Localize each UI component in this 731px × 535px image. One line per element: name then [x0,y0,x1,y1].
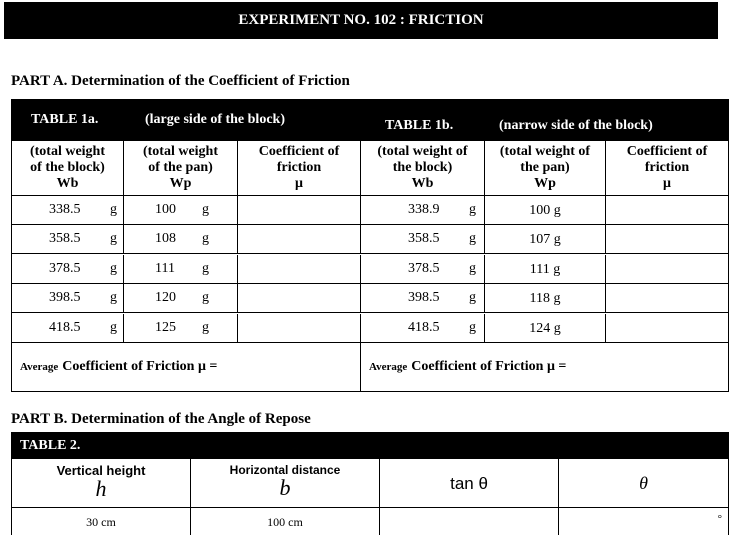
table-1b-wp-cell: 124 g [485,314,606,343]
header-tan-theta: tan θ [380,459,559,508]
wb-value: 358.5 [408,231,440,246]
table-1a-wp-cell [124,225,238,254]
wp-unit: g [202,320,209,335]
experiment-title: EXPERIMENT NO. 102 : FRICTION [4,2,718,39]
table-1b-wb-cell [361,255,485,284]
header-text: of the pan) [148,160,213,175]
table-1b-mu-cell [606,225,728,254]
wb-value: 418.5 [408,320,440,335]
header-text: Coefficient of [258,144,340,159]
table-1 [11,99,729,392]
cell-theta-1 [559,508,728,535]
average-label: Average [20,361,59,373]
table-1a-mu-cell [238,196,361,225]
average-1b [361,343,728,391]
header-symbol: Wb [56,176,79,191]
table-1b-wp-cell: 100 g [485,196,606,225]
header-symbol: Wp [534,176,556,191]
table-1a-desc: (large side of the block) [145,112,285,127]
header-mu-1b [606,141,728,196]
table-1a-mu-cell [238,284,361,313]
table-1a-wb-cell [12,196,124,225]
table-1b-wb-cell [361,314,485,343]
table-1b-mu-cell [606,255,728,284]
table-1b-wb-cell [361,196,485,225]
header-wb-1a [12,141,124,196]
wb-unit: g [110,231,117,246]
header-text: Vertical height [56,463,146,478]
wp-unit: g [202,290,209,305]
header-mu-1a [238,141,361,196]
wb-unit: g [110,261,117,276]
cell-h-1: 30 cm [12,508,191,535]
header-symbol: μ [295,176,303,191]
table-1b-wp-cell: 111 g [485,255,606,284]
header-text: Coefficient of [626,144,708,159]
table-1b-mu-cell [606,284,728,313]
wb-value: 398.5 [408,290,440,305]
wb-unit: g [469,202,476,217]
wb-unit: g [469,320,476,335]
table-1b-mu-cell [606,196,728,225]
average-label: Average [369,361,408,373]
header-text: (total weight [142,144,219,159]
table-1a-wb-cell [12,255,124,284]
wp-value: 125 [155,320,176,335]
table-1a-wp-cell [124,314,238,343]
header-text: friction [644,160,690,175]
header-wp-1a [124,141,238,196]
header-text: (total weight of [499,144,591,159]
wb-unit: g [469,231,476,246]
wp-unit: g [202,261,209,276]
wp-value: 108 [155,231,176,246]
wp-value: 120 [155,290,176,305]
table-1b-wb-cell [361,284,485,313]
header-wp-1b [485,141,606,196]
header-horizontal-distance [191,459,380,508]
table-1a-wp-cell [124,284,238,313]
table-1a-wb-cell [12,284,124,313]
table-1a-wp-cell [124,196,238,225]
header-vertical-height [12,459,191,508]
wb-value: 358.5 [49,231,81,246]
average-1a [12,343,361,391]
table-1a-wb-cell [12,225,124,254]
table-1b-mu-cell [606,314,728,343]
table-1b-label: TABLE 1b. [385,118,454,133]
header-text: the pan) [520,160,570,175]
header-text: (total weight [29,144,106,159]
table-1a-mu-cell [238,314,361,343]
degree-mark: ° [717,513,722,525]
wb-value: 338.9 [408,202,440,217]
header-text: of the block) [30,160,105,175]
wb-value: 378.5 [49,261,81,276]
wp-unit: g [202,202,209,217]
header-text: Horizontal distance [229,463,341,477]
wb-unit: g [110,202,117,217]
table-2 [11,432,729,535]
table-1a-mu-cell [238,225,361,254]
table-1b-wb-cell [361,225,485,254]
table-1b-wp-cell: 107 g [485,225,606,254]
table-1a-label: TABLE 1a. [31,112,99,127]
wb-value: 338.5 [49,202,81,217]
table-1b-desc: (narrow side of the block) [499,118,653,133]
header-text: the block) [392,160,453,175]
wp-unit: g [202,231,209,246]
wb-unit: g [110,290,117,305]
average-text: Coefficient of Friction μ = [62,359,218,374]
part-b-title: PART B. Determination of the Angle of Repose [11,411,311,427]
wb-unit: g [110,320,117,335]
wb-value: 398.5 [49,290,81,305]
table-2-label: TABLE 2. [12,433,728,459]
header-symbol: Wp [169,176,192,191]
wb-value: 418.5 [49,320,81,335]
header-symbol: b [279,475,291,500]
table-1a-wp-cell [124,255,238,284]
table-1b-wp-cell: 118 g [485,284,606,313]
header-symbol: Wb [411,176,434,191]
table-1a-wb-cell [12,314,124,343]
cell-tan-1 [380,508,559,535]
wb-unit: g [469,261,476,276]
header-text: friction [276,160,322,175]
table-1-header-bar [12,100,728,141]
average-text: Coefficient of Friction μ = [411,359,567,374]
wb-unit: g [469,290,476,305]
table-1a-mu-cell [238,255,361,284]
header-symbol: h [95,476,107,501]
wb-value: 378.5 [408,261,440,276]
part-a-title: PART A. Determination of the Coefficient of Friction [11,73,350,89]
cell-b-1: 100 cm [191,508,380,535]
header-wb-1b [361,141,485,196]
header-symbol: μ [663,176,671,191]
wp-value: 111 [155,261,175,276]
header-theta: θ [559,459,728,508]
wp-value: 100 [155,202,176,217]
header-text: (total weight of [377,144,468,159]
